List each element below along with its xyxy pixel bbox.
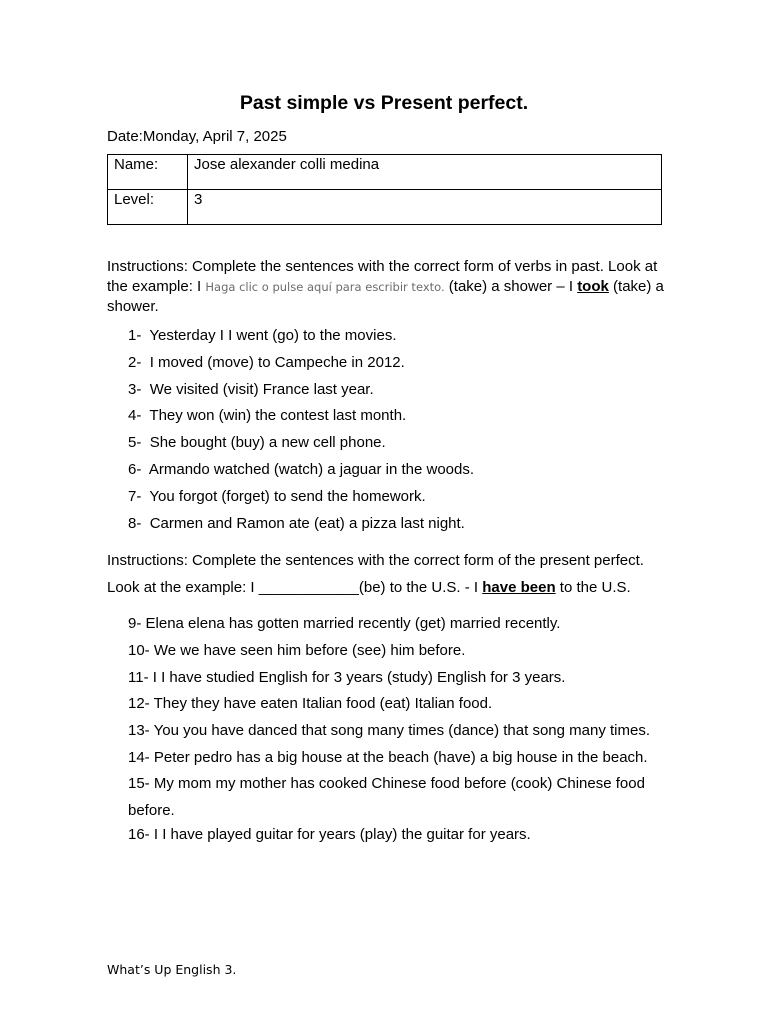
- item-sentence[interactable]: Carmen and Ramon ate (eat) a pizza last night.: [149, 514, 465, 532]
- item-sentence[interactable]: My mom my mother has cooked Chinese food before (cook) Chinese food before.: [128, 775, 645, 820]
- list-item: [128, 641, 688, 668]
- past-instructions-text: Instructions: Complete the sentences with the correct form of verbs in past. Look at the example: I: [107, 258, 658, 295]
- level-label: Level:: [108, 190, 188, 225]
- footer-text: What’s Up English 3.: [107, 962, 237, 977]
- list-item: [128, 668, 688, 695]
- item-number: 15-: [128, 775, 150, 793]
- item-sentence[interactable]: We visited (visit) France last year.: [149, 380, 374, 398]
- item-number: 5-: [128, 434, 142, 452]
- item-sentence[interactable]: I moved (move) to Campeche in 2012.: [149, 353, 405, 371]
- level-row: [108, 190, 662, 225]
- item-number: 2-: [128, 353, 142, 371]
- list-item: [128, 406, 688, 433]
- list-item: [128, 326, 688, 353]
- item-number: 7-: [128, 487, 142, 505]
- date-line: Date:Monday, April 7, 2025: [107, 128, 287, 145]
- list-item: [128, 614, 688, 641]
- item-sentence[interactable]: You you have danced that song many times (dance) that song many times.: [153, 722, 650, 740]
- list-item: [128, 380, 688, 407]
- item-number: 12-: [128, 695, 150, 713]
- item-sentence[interactable]: Elena elena has gotten married recently (get) married recently.: [145, 615, 561, 632]
- text-placeholder-field[interactable]: Haga clic o pulse aquí para escribir texto.: [205, 280, 445, 294]
- past-example-end: (take) a shower.: [107, 278, 664, 315]
- item-sentence[interactable]: I I have played guitar for years (play) the guitar for years.: [153, 825, 531, 843]
- list-item: [128, 771, 688, 825]
- item-sentence[interactable]: They won (win) the contest last month.: [149, 407, 407, 425]
- item-number: 8-: [128, 514, 142, 532]
- item-number: 13-: [128, 722, 150, 740]
- list-item: [128, 825, 688, 852]
- past-example-mid: (take) a shower – I: [444, 278, 578, 295]
- item-number: 4-: [128, 407, 142, 425]
- perfect-example-answer: have been: [482, 579, 556, 596]
- item-number: 9-: [128, 615, 142, 632]
- list-item: [128, 433, 688, 460]
- item-number: 11-: [128, 668, 149, 686]
- item-number: 6-: [128, 460, 142, 478]
- worksheet-title: Past simple vs Present perfect.: [239, 92, 529, 114]
- item-sentence[interactable]: Armando watched (watch) a jaguar in the woods.: [148, 460, 475, 478]
- item-sentence[interactable]: They they have eaten Italian food (eat) Italian food.: [153, 695, 493, 713]
- perfect-example-end: to the U.S.: [555, 579, 631, 596]
- item-number: 10-: [128, 641, 150, 659]
- list-item: [128, 353, 688, 380]
- perfect-example: [107, 578, 667, 598]
- item-number: 14-: [128, 748, 150, 766]
- perfect-example-text: Look at the example: I ____________(be) to the U.S. - I: [107, 579, 483, 596]
- list-item: [128, 514, 688, 541]
- name-row: [108, 155, 662, 190]
- list-item: [128, 460, 688, 487]
- list-item: [128, 487, 688, 514]
- item-sentence[interactable]: We we have seen him before (see) him before.: [153, 641, 466, 659]
- past-example-answer: took: [577, 278, 609, 295]
- item-sentence[interactable]: Yesterday I I went (go) to the movies.: [149, 327, 397, 344]
- present-perfect-list: [128, 614, 688, 852]
- perfect-instructions: Instructions: Complete the sentences with the correct form of the present perfect.: [107, 552, 644, 569]
- item-number: 1-: [128, 327, 142, 344]
- item-sentence[interactable]: Peter pedro has a big house at the beach (have) a big house in the beach.: [153, 748, 648, 766]
- item-sentence[interactable]: You forgot (forget) to send the homework.: [149, 487, 426, 505]
- name-label: Name:: [108, 155, 188, 190]
- name-value[interactable]: Jose alexander colli medina: [188, 155, 662, 190]
- item-sentence[interactable]: I I have studied English for 3 years (study) English for 3 years.: [152, 668, 566, 686]
- list-item: [128, 721, 688, 748]
- item-sentence[interactable]: She bought (buy) a new cell phone.: [149, 434, 386, 452]
- list-item: [128, 694, 688, 721]
- past-instructions: [107, 257, 667, 317]
- past-simple-list: [128, 326, 688, 540]
- level-value[interactable]: 3: [188, 190, 662, 225]
- item-number: 16-: [128, 825, 150, 843]
- student-info-table: [107, 154, 662, 225]
- item-number: 3-: [128, 380, 142, 398]
